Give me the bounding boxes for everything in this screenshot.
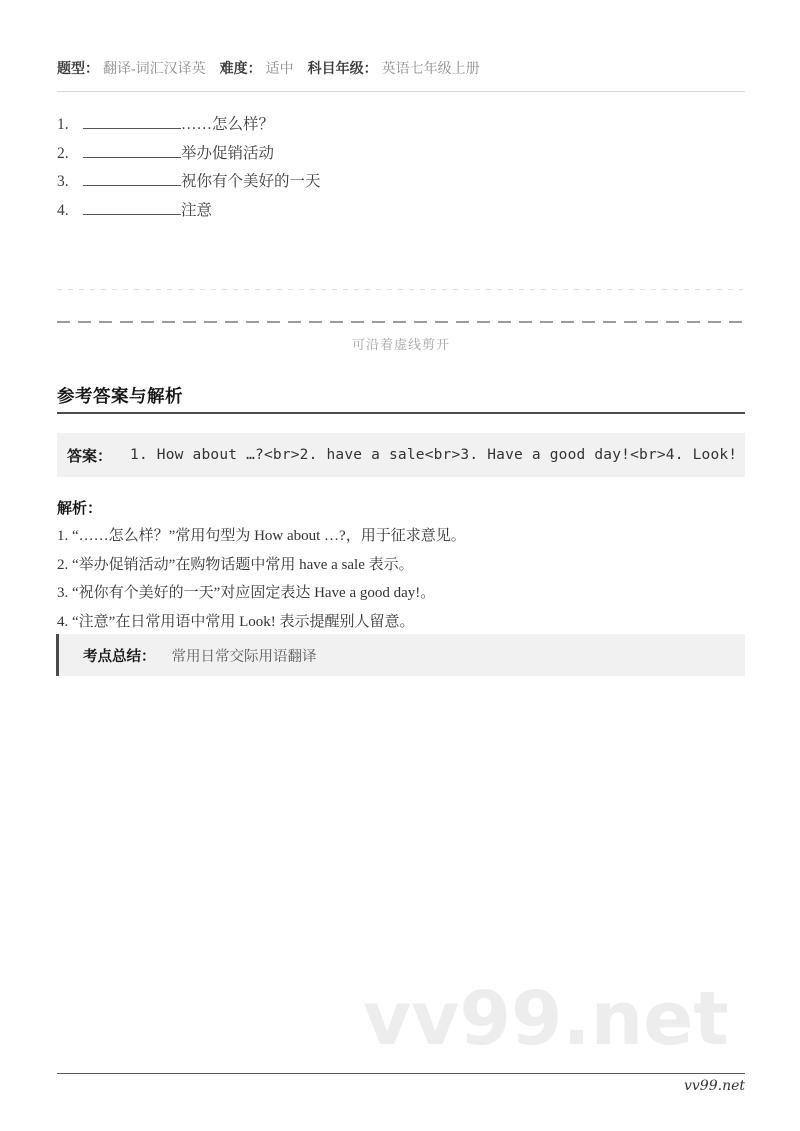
- answer-blank-line: [83, 170, 181, 186]
- question-number: 2.: [57, 144, 69, 162]
- cut-line-hint: 可沿着虚线剪开: [351, 337, 450, 352]
- analysis-item-2: 2. “举办促销活动”在购物话题中常用 have a sale 表示。: [57, 556, 414, 573]
- meta-field-difficulty: [220, 60, 294, 79]
- header-meta-row: [57, 60, 745, 79]
- question-type-value: 翻译-词汇汉译英: [103, 62, 206, 77]
- question-text: 祝你有个美好的一天: [181, 173, 321, 190]
- site-watermark: vv99.net: [363, 976, 729, 1062]
- header-divider: [57, 91, 745, 92]
- question-item-1: [57, 111, 745, 140]
- answer-label: 答案：: [67, 446, 113, 465]
- key-points-summary-label: 考点总结：: [83, 648, 156, 665]
- question-text: 注意: [181, 201, 213, 219]
- analysis-item-3: 3. “祝你有个美好的一天”对应固定表达 Have a good day!。: [57, 585, 436, 602]
- answer-blank-line: [83, 199, 181, 215]
- question-list: [57, 111, 745, 225]
- question-item-2: [57, 140, 745, 169]
- question-number: 1.: [57, 116, 69, 133]
- analysis-label: 解析：: [57, 499, 103, 517]
- difficulty-value: 适中: [265, 62, 294, 77]
- answer-blank-line: [83, 113, 181, 129]
- key-points-summary-box: [56, 634, 745, 676]
- analysis-item-4: 4. “注意”在日常用语中常用 Look! 表示提醒别人留意。: [57, 613, 415, 630]
- question-text: ……怎么样？: [181, 116, 275, 133]
- answer-box: [57, 433, 745, 477]
- answer-text: 1. How about …?<br>2. have a sale<br>3. Have a good day!<br>4. Look!: [130, 447, 738, 463]
- question-item-3: [57, 168, 745, 197]
- page-content: [57, 0, 745, 1131]
- cut-line-light-dashed: [57, 289, 743, 290]
- difficulty-label: 难度：: [219, 61, 262, 77]
- question-text: 举办促销活动: [181, 144, 275, 162]
- answers-section-divider: [57, 412, 745, 414]
- subject-grade-value: 英语七年级上册: [381, 62, 480, 77]
- footer-site-name: vv99.net: [683, 1078, 745, 1094]
- subject-grade-label: 科目年级：: [307, 61, 378, 77]
- analysis-section: [57, 494, 745, 636]
- question-number: 4.: [57, 201, 69, 219]
- answers-section-title: 参考答案与解析: [57, 387, 183, 407]
- footer-divider: [57, 1073, 745, 1074]
- answer-blank-line: [83, 142, 181, 158]
- cut-line-dark-dashed: [57, 321, 745, 323]
- question-type-label: 题型：: [57, 61, 99, 77]
- meta-field-question-type: [57, 60, 206, 79]
- question-item-4: [57, 197, 745, 226]
- key-points-summary-text: 常用日常交际用语翻译: [171, 648, 317, 665]
- analysis-item-1: 1. “……怎么样？”常用句型为 How about …?，用于征求意见。: [57, 528, 466, 545]
- meta-field-subject-grade: [308, 60, 480, 79]
- question-number: 3.: [57, 173, 69, 190]
